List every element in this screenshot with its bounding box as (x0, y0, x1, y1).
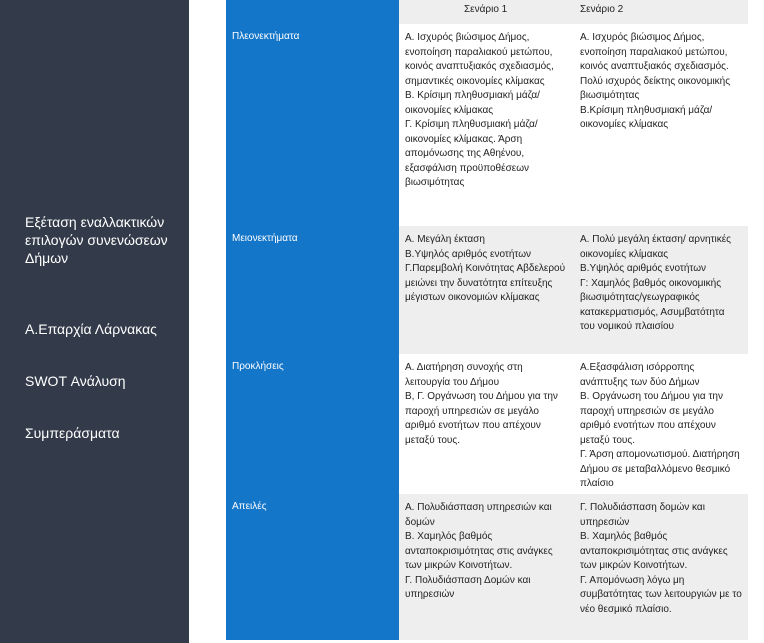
cell-opportunities-s2: Α.Εξασφάλιση ισόρροπης ανάπτυξης των δύο Δήμων Β. Οργάνωση του Δήμου για την παροχή υπηρεσιών σε μεγάλο αριθμό ενοτήτων που απέχουν μεταξύ τους. Γ. Άρση απομονωτισμού. Διατήρηση Δήμου σε μεταβαλλόμενο θεσμικό πλαίσιο (574, 354, 748, 494)
header-scenario-1: Σενάριο 1 (399, 0, 574, 24)
cell-weaknesses-s2: Α. Πολύ μεγάλη έκταση/ αρνητικές οικονομίες κλίμακας Β.Υψηλός αριθμός ενοτήτων Γ: Χαμηλός βαθμός οικονομικής βιωσιμότητας/γεωγραφικός κατακερματισμός, Ασυμβατότητα του νομικού πλαισίου (574, 226, 748, 354)
row-label-opportunities: Προκλήσεις (226, 354, 399, 494)
row-label-strengths: Πλεονεκτήματα (226, 24, 399, 226)
nav-item-conclusions[interactable]: Συμπεράσματα (25, 425, 120, 441)
nav-item-alternatives[interactable]: Εξέταση εναλλακτικών επιλογών συνενώσεων Δήμων (25, 214, 168, 266)
cell-opportunities-s1: Α. Διατήρηση συνοχής στη λειτουργία του Δήμου Β, Γ. Οργάνωση του Δήμου για την παροχή υπηρεσιών σε μεγάλο αριθμό ενοτήτων που απέχουν μεταξύ τους. (399, 354, 574, 494)
swot-table (226, 0, 748, 640)
row-label-threats: Απειλές (226, 494, 399, 640)
header-scenario-2: Σενάριο 2 (574, 0, 748, 24)
header-corner (226, 0, 399, 24)
sidebar (0, 0, 189, 643)
cell-strengths-s1: Α. Ισχυρός βιώσιμος Δήμος, ενοποίηση παραλιακού μετώπου, κοινός αναπτυξιακός σχεδιασμός, σημαντικές οικονομίες κλίμακας Β. Κρίσιμη πληθυσμιακή μάζα/ οικονομίες κλίμακας Γ. Κρίσιμη πληθυσμιακή μάζα/ οικονομίες κλίμακας. Άρση απομόνωσης της Αθηένου, εξασφάλιση προϋποθέσεων βιωσιμότητας (399, 24, 574, 226)
nav-item-larnaca[interactable]: Α.Επαρχία Λάρνακας (25, 321, 157, 337)
nav-item-swot[interactable]: SWOT Ανάλυση (25, 373, 126, 389)
cell-threats-s1: Α. Πολυδιάσπαση υπηρεσιών και δομών Β. Χαμηλός βαθμός ανταποκρισιμότητας στις ανάγκες των μικρών Κοινοτήτων. Γ. Πολυδιάσπαση Δομών και υπηρεσιών (399, 494, 574, 640)
cell-strengths-s2: Α. Ισχυρός βιώσιμος Δήμος, ενοποίηση παραλιακού μετώπου, κοινός αναπτυξιακός σχεδιασμός. Πολύ ισχυρός δείκτης οικονομικής βιωσιμότητας Β.Κρίσιμη πληθυσμιακή μάζα/ οικονομίες κλίμακας (574, 24, 748, 226)
row-label-weaknesses: Μειονεκτήματα (226, 226, 399, 354)
cell-weaknesses-s1: Α. Μεγάλη έκταση Β.Υψηλός αριθμός ενοτήτων Γ.Παρεμβολή Κοινότητας Αβδελερού μειώνει την δυνατότητα επίτευξης μέγιστων οικονομιών κλίμακας (399, 226, 574, 354)
cell-threats-s2: Γ. Πολυδιάσπαση δομών και υπηρεσιών Β. Χαμηλός βαθμός ανταποκρισιμότητας στις ανάγκες των μικρών Κοινοτήτων. Γ. Απομόνωση λόγω μη συμβατότητας των λειτουργιών με το νέο θεσμικό πλαίσιο. (574, 494, 748, 640)
